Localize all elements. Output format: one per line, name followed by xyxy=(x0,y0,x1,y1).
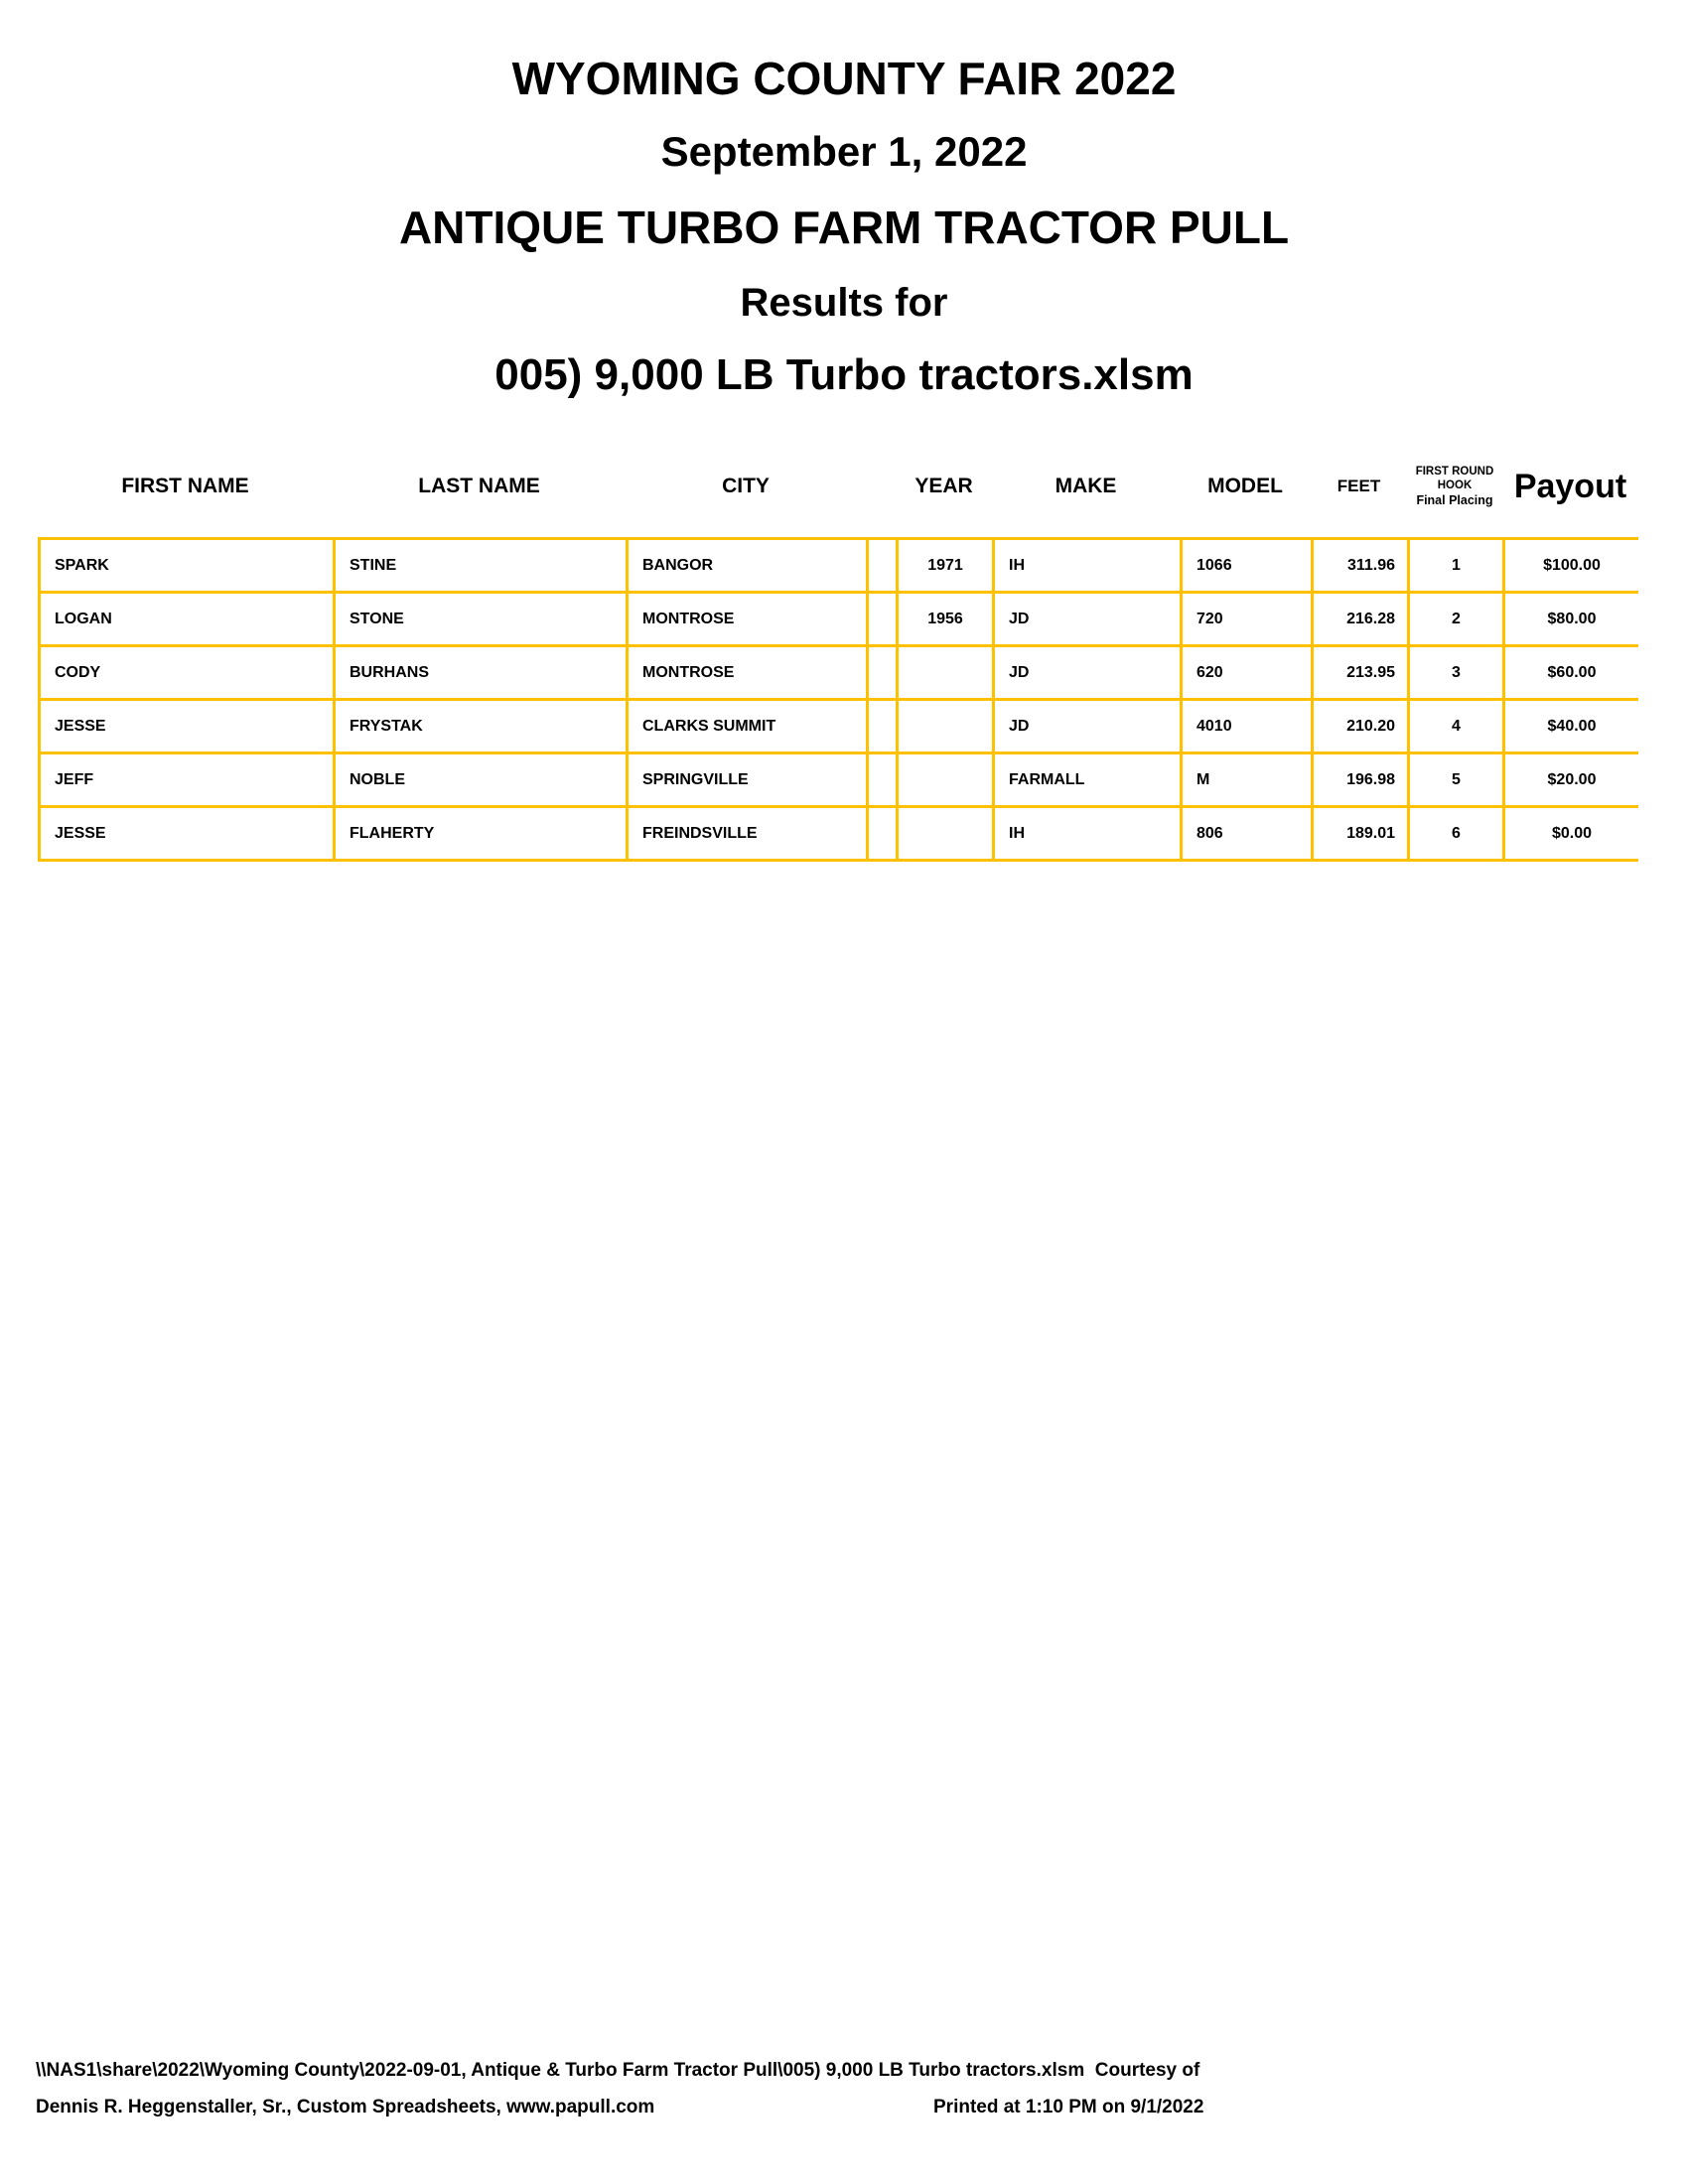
cell-payout: $100.00 xyxy=(1502,540,1638,594)
cell-city: CLARKS SUMMIT xyxy=(626,701,866,754)
cell-placing: 5 xyxy=(1407,754,1502,808)
cell-year: 1956 xyxy=(896,594,992,647)
column-header-first-name: FIRST NAME xyxy=(121,475,249,497)
cell-placing: 2 xyxy=(1407,594,1502,647)
cell-model: 4010 xyxy=(1180,701,1311,754)
cell-payout: $60.00 xyxy=(1502,647,1638,701)
column-header-make: MAKE xyxy=(1055,475,1117,497)
cell-model: 720 xyxy=(1180,594,1311,647)
cell-payout: $40.00 xyxy=(1502,701,1638,754)
cell-payout: $20.00 xyxy=(1502,754,1638,808)
cell-placing: 1 xyxy=(1407,540,1502,594)
cell-placing: 3 xyxy=(1407,647,1502,701)
cell-last-name: FLAHERTY xyxy=(333,808,626,862)
cell-placing: 4 xyxy=(1407,701,1502,754)
cell-year xyxy=(896,754,992,808)
cell-model: 1066 xyxy=(1180,540,1311,594)
cell-first-name: CODY xyxy=(38,647,333,701)
cell-last-name: BURHANS xyxy=(333,647,626,701)
title-class: ANTIQUE TURBO FARM TRACTOR PULL xyxy=(398,202,1290,253)
title-results-for: Results for xyxy=(740,281,948,325)
cell-spacer xyxy=(866,647,896,701)
cell-placing: 6 xyxy=(1407,808,1502,862)
table-header-row xyxy=(38,439,1638,534)
cell-year xyxy=(896,647,992,701)
cell-spacer xyxy=(866,754,896,808)
report-footer xyxy=(36,2061,1664,2120)
column-header-first-round-hook xyxy=(1407,439,1502,534)
cell-year xyxy=(896,808,992,862)
cell-make: FARMALL xyxy=(992,754,1180,808)
footer-credit: Dennis R. Heggenstaller, Sr., Custom Spreadsheets, www.papull.com xyxy=(36,2097,655,2117)
cell-model: 620 xyxy=(1180,647,1311,701)
footer-printed-at: Printed at 1:10 PM on 9/1/2022 xyxy=(933,2097,1204,2117)
title-filename: 005) 9,000 LB Turbo tractors.xlsm xyxy=(494,350,1194,399)
cell-spacer xyxy=(866,594,896,647)
cell-first-name: SPARK xyxy=(38,540,333,594)
column-header-payout: Payout xyxy=(1513,467,1627,505)
cell-spacer xyxy=(866,701,896,754)
cell-model: M xyxy=(1180,754,1311,808)
cell-last-name: STONE xyxy=(333,594,626,647)
cell-last-name: STINE xyxy=(333,540,626,594)
column-header-last-name: LAST NAME xyxy=(418,475,540,497)
footer-file-path: \\NAS1\share\2022\Wyoming County\2022-09-01, Antique & Turbo Farm Tractor Pull\005) 9,000 LB Turbo tractors.xlsm Courtesy of xyxy=(36,2060,1200,2081)
column-header-city: CITY xyxy=(722,475,770,497)
column-header-feet: FEET xyxy=(1336,477,1381,495)
cell-last-name: NOBLE xyxy=(333,754,626,808)
cell-city: FREINDSVILLE xyxy=(626,808,866,862)
cell-first-name: LOGAN xyxy=(38,594,333,647)
cell-year xyxy=(896,701,992,754)
cell-feet: 216.28 xyxy=(1311,594,1407,647)
cell-spacer xyxy=(866,808,896,862)
cell-first-name: JESSE xyxy=(38,808,333,862)
cell-first-name: JESSE xyxy=(38,701,333,754)
cell-make: JD xyxy=(992,701,1180,754)
cell-year: 1971 xyxy=(896,540,992,594)
cell-payout: $80.00 xyxy=(1502,594,1638,647)
column-header-year: YEAR xyxy=(914,475,973,497)
cell-payout: $0.00 xyxy=(1502,808,1638,862)
cell-feet: 210.20 xyxy=(1311,701,1407,754)
cell-first-name: JEFF xyxy=(38,754,333,808)
report-title-block xyxy=(0,52,1688,400)
cell-spacer xyxy=(866,540,896,594)
cell-city: BANGOR xyxy=(626,540,866,594)
cell-model: 806 xyxy=(1180,808,1311,862)
cell-make: JD xyxy=(992,594,1180,647)
cell-make: IH xyxy=(992,808,1180,862)
hook-header-line1: FIRST ROUND xyxy=(1415,465,1494,478)
hook-header-line2: HOOK xyxy=(1437,479,1473,492)
cell-make: JD xyxy=(992,647,1180,701)
cell-feet: 213.95 xyxy=(1311,647,1407,701)
title-event: WYOMING COUNTY FAIR 2022 xyxy=(511,53,1177,104)
cell-feet: 196.98 xyxy=(1311,754,1407,808)
column-header-model: MODEL xyxy=(1207,475,1283,497)
cell-city: SPRINGVILLE xyxy=(626,754,866,808)
cell-last-name: FRYSTAK xyxy=(333,701,626,754)
results-table xyxy=(38,537,1638,862)
hook-header-line3: Final Placing xyxy=(1416,492,1493,507)
title-date: September 1, 2022 xyxy=(660,128,1028,175)
column-header-spacer xyxy=(866,439,896,534)
cell-city: MONTROSE xyxy=(626,647,866,701)
cell-make: IH xyxy=(992,540,1180,594)
cell-city: MONTROSE xyxy=(626,594,866,647)
cell-feet: 311.96 xyxy=(1311,540,1407,594)
cell-feet: 189.01 xyxy=(1311,808,1407,862)
